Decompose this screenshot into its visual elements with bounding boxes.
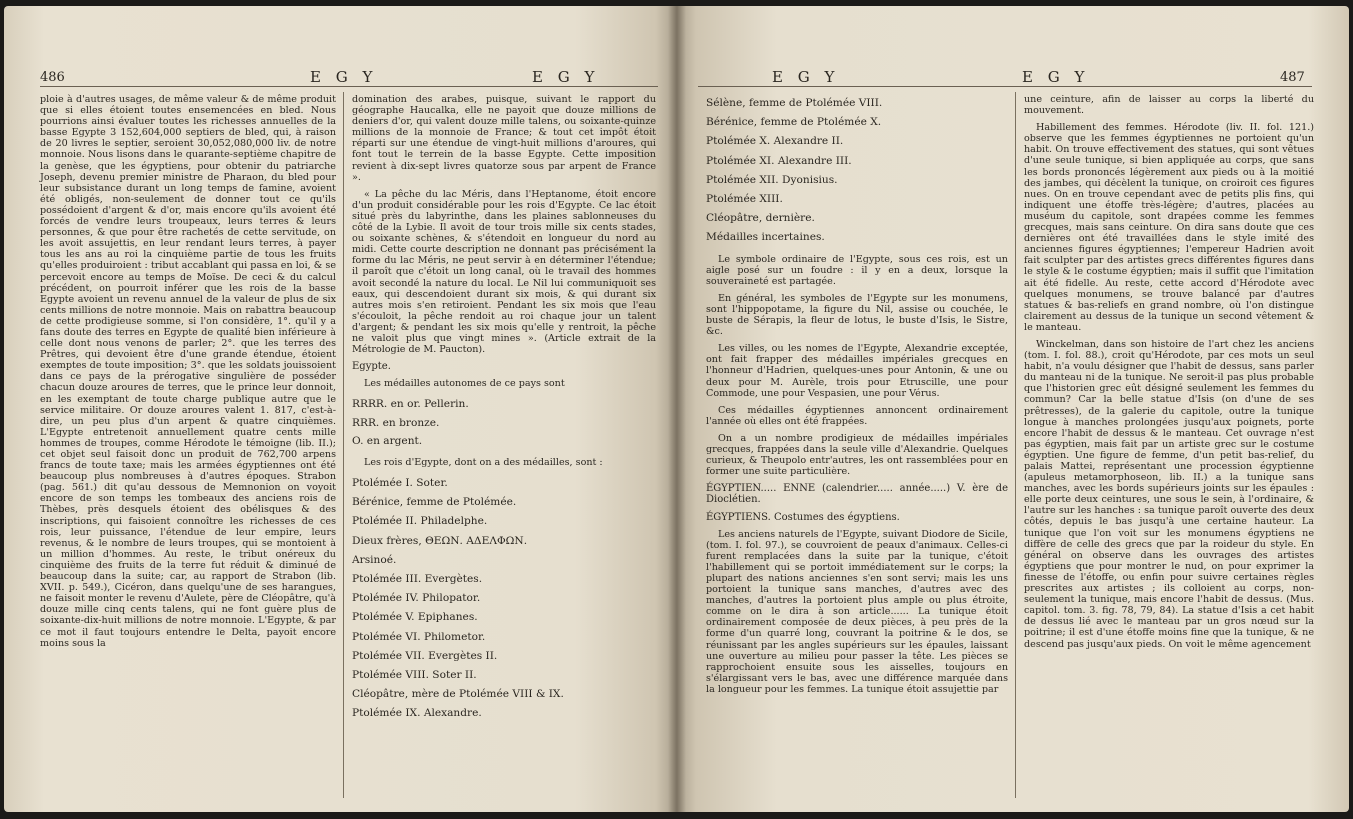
header-rule-right — [698, 86, 1312, 87]
running-head-right-col2: E G Y — [1022, 68, 1090, 86]
right-col2-para-1: une ceinture, afin de laisser au corps la liberté du mouvement. — [1024, 94, 1314, 117]
right-col1-para-6: Les anciens naturels de l'Egypte, suivant Diodore de Sicile, (tom. I. fol. 97.), se couvroient de peaux d'animaux. Celles-ci furent remplacées dans la suite par la tunique, c'étoit l'habillement qui se portoit immédiatement sur le corps; la plupart des nations anciennes s'en sont servi; mais les uns portoient la tunique sans manches, d'autres avec des manches, d'autres la portoient plus ample ou plus étroite, comme on le dira à son article...... La tunique étoit ordinairement composée de deux pièces, à peu près de la forme d'un quarré long, couvrant la poitrine & le dos, se réunissant par les angles supérieurs sur les épaules, laissant une ouverture au milieu pour passer la tête. Les pièces se rapprochoient ensuite sous les aisselles, toujours en s'élargissant vers le bas, avec une différence marquée dans la longueur pour les femmes. La tunique étoit assujettie par — [706, 528, 1008, 695]
right-col2-para-2: Habillement des femmes. Hérodote (liv. II. fol. 121.) observe que les femmes égyptiennes ne portoient qu'un habit. On trouve effectivement des statues, qui sont vêtues d'une seule tunique, si bien appliquée au corps, que sans les bords prononcés légèrement aux pieds ou à la moitié des jambes, qui décèlent la tunique, on croiroit ces figures nues. On en trouve cependant avec de petits plis fins, qui indiquent une étoffe très-légère; d'autres, placées au muséum du capitole, sont drapées comme les femmes grecques, mais sans ceinture. On dira sans doute que ces dernières ont été travaillées dans le style imité des anciennes figures égyptiennes; l'empereur Hadrien avoit fait sculpter par des artistes grecs différentes figures dans le style & le costume égyptien; mais il suffit que l'imitation ait été fidelle. Au reste, cette accord d'Hérodote avec quelques monumens, se trouve balancé par d'autres statues & bas-reliefs en grand nombre, où l'on distingue clairement au dessus de la tunique un second vêtement & le manteau. — [1024, 122, 1314, 333]
list-item: Sélène, femme de Ptolémée VIII. — [706, 97, 883, 109]
list-item: Ptolémée I. Soter. — [352, 476, 448, 489]
column-divider-right — [1015, 92, 1016, 798]
medals-intro: Les médailles autonomes de ce pays sont — [364, 378, 565, 390]
list-item: Médailles incertaines. — [706, 231, 825, 244]
page-number-right: 487 — [1280, 70, 1305, 85]
right-col1-para-5: On a un nombre prodigieux de médailles impériales grecques, frappées dans la seule ville d'Alexandrie. Quelques curieux, & Theupolo entr'autres, les ont rassemblées pour en former une suite particulière. — [706, 432, 1008, 478]
left-page — [4, 6, 676, 812]
list-item: Ptolémée II. Philadelphe. — [352, 515, 488, 528]
section-heading-egyptiens: ÉGYPTIENS. Costumes des égyptiens. — [706, 511, 900, 523]
kings-list — [352, 474, 656, 724]
list-item: Bérénice, femme de Ptolémée X. — [706, 116, 882, 129]
list-item: Ptolémée VI. Philometor. — [352, 630, 486, 643]
left-col2-para-2: « La pêche du lac Méris, dans l'Heptanome, étoit encore d'un produit considérable pour les rois d'Egypte. Ce lac étoit situé près du labyrinthe, dans les plaines sablonneuses du côté de la Lybie. Il avoit de tour trois mille six cents stades, ou soixante schènes, & s'étendoit en longueur du nord au midi. Cette courte description ne donnant pas précisément la forme du lac Méris, ne peut servir à en déterminer l'étendue; il paroît que c'étoit un long canal, où le travail des hommes avoit secondé la nature du local. Le Nil lui communiquoit ses eaux, qui descendoient durant six mois, & qui durant six autres mois s'en retiroient. Pendant les six mois que l'eau s'écouloit, la pêche rendoit au roi chaque jour un talent d'argent; & pendant les six mois qu'elle y rentroit, la pêche ne valoit plus que vingt mines ». (Article extrait de la Métrologie de M. Paucton). — [352, 188, 656, 356]
running-head-left-col2: E G Y — [532, 68, 600, 86]
list-item: RRR. en bronze. — [352, 416, 440, 429]
open-book — [4, 6, 1349, 814]
left-page-column-1 — [40, 94, 336, 655]
column-divider-left — [343, 92, 344, 798]
right-page-column-1 — [706, 94, 1008, 701]
left-col1-text: ploie à d'autres usages, de même valeur & de même produit que si elles étoient toutes ensemencées en bled. Nous pourrions ainsi évaluer toutes les richesses annuelles de la basse Egypte 3 152,604,000 septiers de bled, qui, à raison de 20 livres le septier, seroient 30,052,080,000 liv. de notre monnoie. Nous lisons dans le quarante-septième chapitre de la genèse, que les égyptiens, pour obtenir du patriarche Joseph, devenu premier ministre de Pharaon, du bled pour leur subsistance durant un long temps de famine, avoient été obligés, non-seulement de donner tout ce qu'ils possédoient d'argent & d'or, mais encore qu'ils avoient été forcés de vendre leurs troupeaux, leurs terres & leurs personnes, & que pour être rachetés de cette servitude, on les avoit assujettis, en leur rendant leurs terres, à payer tous les ans au roi la cinquième partie de tous les fruits qu'elles produiroient : tribut accablant qui passa en loi, & se percevoit encore au temps de Moïse. De ceci & du calcul précédent, on pourroit inférer que les rois de la basse Egypte avoient un revenu annuel de la valeur de plus de six cents millions de notre monnoie. Mais on rabattra beaucoup de cette prodigieuse somme, si l'on considère, 1°. qu'il y a fans doute des terres en Egypte de qualité bien inférieure à celle dont nous venons de parler; 2°. que les terres des Prêtres, qui devoient être d'une grande étendue, étoient exemptes de toute imposition; 3°. que les soldats jouissoient dans ce pays de la prérogative singulière de posséder chacun douze aroures de terres, que le prince leur donnoit, en les exemptant de toute charge publique autre que le service militaire. Or douze aroures valent 1. 817, c'est-à-dire, un peu plus d'un arpent & quatre cinquièmes. L'Egypte entretenoit annuellement quatre cents mille hommes de troupes, comme Hérodote le témoigne (lib. II.); cet objet seul faisoit donc un produit de 762,700 arpens francs de toute taxe; mais les armées égyptiennes ont été beaucoup plus nombreuses à d'autres époques. Strabon (pag. 561.) dit qu'au dessous de Memnonion on voyoit encore de son temps les tombeaux des anciens rois de Thèbes, près desquels étoient des obélisques & des inscriptions, qui faisoient connoître les richesses de ces rois, leur puissance, l'étendue de leur empire, leurs revenus, & le nombre de leurs troupes, qui se montoient à un million d'hommes. Au reste, le tribut onéreux du cinquième des fruits de la terre fut réduit & diminué de beaucoup dans la suite; car, au rapport de Strabon (lib. XVII. p. 549.), Cicéron, dans quelqu'une de ses harangues, ne faisoit monter le revenu d'Aulete, père de Cléopâtre, qu'à douze mille cinq cents talens, qui ne font guère plus de soixante-dix-huit millions de notre monnoie. L'Egypte, & par ce mot il faut toujours entendre le Delta, payoit encore moins sous la — [40, 94, 336, 649]
egyptien-entry: ÉGYPTIEN..... ENNE (calendrier..... année.....) V. ère de Dioclétien. — [706, 483, 1008, 506]
right-page — [676, 6, 1349, 812]
medals-rarity-list — [352, 395, 656, 451]
list-item: Ptolémée VIII. Soter II. — [352, 668, 477, 681]
list-item: Ptolémée IV. Philopator. — [352, 592, 481, 605]
header-rule-left — [40, 86, 658, 87]
section-heading-egypte: Egypte. — [352, 361, 391, 373]
list-item: Cléopâtre, mère de Ptolémée VIII & IX. — [352, 688, 564, 701]
list-item: Arsinoé. — [352, 553, 397, 566]
right-col1-para-3: Les villes, ou les nomes de l'Egypte, Alexandrie exceptée, ont fait frapper des médailles impériales grecques en l'honneur d'Hadrien, quelques-unes pour Antonin, & une ou deux pour M. Aurèle, trois pour Etruscille, une pour Commode, une pour Vespasien, une pour Vérus. — [706, 343, 1008, 399]
left-page-column-2 — [352, 94, 656, 724]
running-head-left-col1: E G Y — [310, 68, 378, 86]
kings-intro: Les rois d'Egypte, dont on a des médailles, sont : — [364, 456, 603, 468]
kings-list-continued — [706, 94, 1008, 248]
list-item: RRRR. en or. Pellerin. — [352, 398, 469, 411]
left-col2-para-1: domination des arabes, puisque, suivant le rapport du géographe Haucalka, elle ne payoit que douze millions de deniers d'or, qui valent douze mille talens, ou soixante-quinze millions de la monnoie de France; & tout cet impôt étoit réparti sur une étendue de vingt-huit millions d'aroures, qui font tout le terrein de la basse Egypte. Cette imposition revient à dix-sept livres quatorze sous par arpent de France ». — [352, 94, 656, 183]
right-col1-para-4: Ces médailles égyptiennes annoncent ordinairement l'année où elles ont été frappées. — [706, 404, 1008, 427]
right-col1-para-2: En général, les symboles de l'Egypte sur les monumens, sont l'hippopotame, la figure du Nil, assise ou couchée, le buste de Sérapis, la fleur de lotus, le buste d'Isis, le Sistre, &c. — [706, 292, 1008, 338]
list-item: Bérénice, femme de Ptolémée. — [352, 496, 517, 509]
right-col1-para-1: Le symbole ordinaire de l'Egypte, sous ces rois, est un aigle posé sur un foudre : il y en a deux, lorsque la souveraineté est partagée. — [706, 253, 1008, 287]
running-head-right-col1: E G Y — [772, 68, 840, 86]
list-item: Ptolémée X. Alexandre II. — [706, 135, 844, 148]
right-page-column-2 — [1024, 94, 1314, 656]
book-gutter — [668, 6, 686, 812]
page-number-left: 486 — [40, 70, 65, 85]
list-item: Ptolémée IX. Alexandre. — [352, 707, 482, 720]
list-item: Dieux frères, ΘΕΩΝ. ΑΔΕΛΦΩΝ. — [352, 534, 528, 547]
list-item: Ptolémée XII. Dyonisius. — [706, 173, 838, 186]
list-item: Ptolémée VII. Evergètes II. — [352, 649, 498, 662]
list-item: Ptolémée III. Evergètes. — [352, 572, 483, 585]
right-col2-para-3: Winckelman, dans son histoire de l'art chez les anciens (tom. I. fol. 88.), croit qu'Hérodote, par ces mots un seul habit, n'a voulu désigner que l'habit de dessus, sans parler du manteau ni de la tunique. Ne seroit-il pas plus probable que l'historien grec eût désigné seulement les femmes du commun? Car la belle statue d'Isis (on d'une de ses prêtresses), de la galerie du capitole, outre la tunique longue à manches prolongées jusqu'aux poignets, porte encore l'habit de dessus & le manteau. Cet ouvrage n'est pas égyptien, mais fait par un artiste grec sur le costume égyptien. Une figure de femme, d'un petit bas-relief, du palais Mattei, représentant une procession égyptienne (apuleus metamorphoseon, lib. II.) a la tunique sans manches, avec les bords supérieurs joints sur les épaules : elle porte deux ceintures, une sous le sein, à l'ordinaire, & l'autre sur les hanches : sa tunique paroît ouverte des deux côtés, depuis le bas jusqu'à une certaine hauteur. La tunique que l'on voit sur les monumens égyptiens ne diffère de celle des grecs que par la roideur du style. En général on observe dans les ouvrages des artistes égyptiens que pour montrer le nud, on pour exprimer la finesse de l'étoffe, ou enfin pour suivre certaines règles prescrites aux artistes ; ils colloient au corps, non-seulement la tunique, mais encore l'habit de dessus. (Mus. capitol. tom. 3. fig. 78, 79, 84). La statue d'Isis a cet habit de dessus lié avec le manteau par un gros nœud sur la poitrine; il est d'une étoffe moins fine que la tunique, & ne descend pas jusqu'aux pieds. On voit le même agencement — [1024, 338, 1314, 650]
list-item: Ptolémée XIII. — [706, 193, 783, 206]
list-item: Ptolémée XI. Alexandre III. — [706, 154, 852, 167]
list-item: Ptolémée V. Epiphanes. — [352, 611, 478, 624]
list-item: Cléopâtre, dernière. — [706, 212, 815, 225]
list-item: O. en argent. — [352, 435, 423, 448]
